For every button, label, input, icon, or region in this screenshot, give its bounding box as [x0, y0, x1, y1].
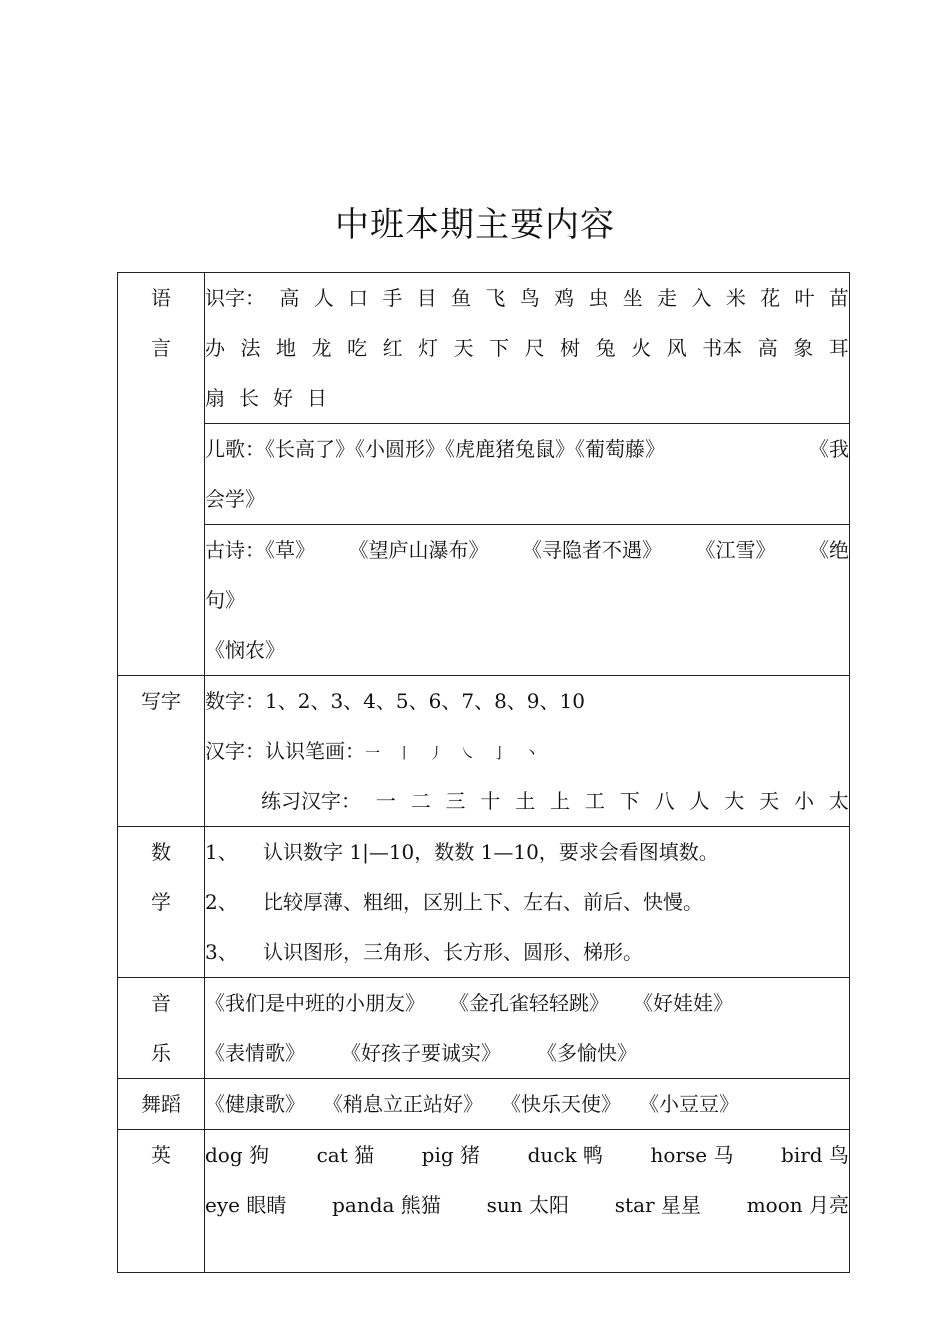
literacy-char: 灯 [418, 336, 439, 360]
literacy-char: 鸡 [554, 286, 575, 310]
literacy-char: 风 [666, 336, 687, 360]
category-english [118, 1130, 205, 1273]
literacy-char: 走 [657, 286, 678, 310]
english-cell [205, 1130, 850, 1273]
practice-char: 太 [828, 789, 849, 813]
strokes-list: 一 丨 丿 ㇏ 亅 丶 [365, 744, 545, 762]
music-cell [205, 978, 850, 1079]
poem-item: 《望庐山瀑布》 [348, 538, 489, 562]
category-char: 音 [151, 991, 171, 1015]
english-word: star 星星 [614, 1193, 701, 1217]
song-title: 《好娃娃》 [633, 991, 733, 1015]
item-text: 认识数字 1|—10，数数 1—10，要求会看图填数。 [263, 840, 719, 864]
dance-title: 《快乐天使》 [501, 1092, 621, 1116]
literacy-char: 目 [416, 286, 437, 310]
literacy-char: 手 [382, 286, 403, 310]
dance-title: 《小豆豆》 [639, 1092, 739, 1116]
songs-label: 儿歌： [205, 437, 265, 461]
writing-numbers: 数字：1、2、3、4、5、6、7、8、9、10 [205, 689, 585, 713]
literacy-char: 苗 [828, 286, 849, 310]
literacy-char: 鸟 [519, 286, 540, 310]
dance-row [205, 1079, 849, 1129]
practice-char: 八 [654, 789, 675, 813]
english-word: panda 熊猫 [332, 1193, 441, 1217]
category-char: 言 [151, 336, 171, 360]
item-number: 2、 [205, 890, 238, 914]
literacy-char: 火 [631, 336, 652, 360]
songs-row-1 [205, 424, 849, 474]
literacy-char: 坐 [622, 286, 643, 310]
category-music [118, 978, 205, 1079]
literacy-char: 树 [560, 336, 581, 360]
poems-label: 古诗： [205, 538, 265, 562]
content-table [117, 272, 850, 1273]
literacy-cell [205, 273, 850, 424]
practice-label: 练习汉字： [261, 789, 361, 813]
literacy-char: 花 [760, 286, 781, 310]
item-number: 1、 [205, 840, 238, 864]
poem-item: 《绝 [809, 538, 849, 562]
literacy-char: 好 [273, 386, 293, 410]
poems-row-1 [205, 525, 849, 575]
poems-row-2: 句》 [205, 588, 245, 612]
category-math [118, 827, 205, 978]
english-word: eye 眼睛 [205, 1193, 287, 1217]
literacy-char: 尺 [524, 336, 545, 360]
category-label: 写字 [141, 689, 181, 713]
writing-practice [205, 776, 849, 826]
song-title: 《我们是中班的小朋友》 [205, 991, 425, 1015]
practice-char: 二 [410, 789, 431, 813]
math-cell [205, 827, 850, 978]
writing-strokes [205, 726, 849, 776]
literacy-char: 兔 [595, 336, 616, 360]
song-title: 《表情歌》 [205, 1041, 305, 1065]
literacy-char: 吃 [347, 336, 368, 360]
writing-cell [205, 676, 850, 827]
poems-first [205, 525, 315, 575]
dance-title: 《健康歌》 [205, 1092, 305, 1116]
song-title: 《金孔雀轻轻跳》 [449, 991, 609, 1015]
category-writing [118, 676, 205, 827]
literacy-char: 书本 [702, 336, 743, 360]
practice-char: 小 [793, 789, 814, 813]
english-word: duck 鸭 [527, 1143, 603, 1167]
literacy-char: 耳 [828, 336, 849, 360]
literacy-char: 办 [205, 336, 225, 360]
dance-cell [205, 1079, 850, 1130]
song-title: 《多愉快》 [537, 1041, 637, 1065]
category-label: 舞蹈 [141, 1092, 181, 1116]
math-item [205, 927, 849, 977]
english-word: cat 猫 [316, 1143, 375, 1167]
practice-char: 十 [480, 789, 501, 813]
english-word: horse 马 [650, 1143, 734, 1167]
math-item [205, 827, 849, 877]
practice-char: 土 [515, 789, 536, 813]
literacy-char: 入 [691, 286, 712, 310]
english-word: bird 鸟 [781, 1143, 849, 1167]
category-char: 学 [151, 890, 171, 914]
songs-cell [205, 424, 850, 525]
category-char: 乐 [151, 1041, 171, 1065]
songs-row-2: 会学》 [205, 487, 265, 511]
item-number: 3、 [205, 940, 238, 964]
literacy-char: 象 [793, 336, 814, 360]
literacy-char: 高 [757, 336, 778, 360]
english-word: moon 月亮 [746, 1193, 849, 1217]
song-title: 《好孩子要诚实》 [341, 1041, 501, 1065]
practice-char: 人 [689, 789, 710, 813]
literacy-char: 虫 [588, 286, 609, 310]
page-title: 中班本期主要内容 [335, 205, 615, 245]
item-text: 比较厚薄、粗细，区别上下、左右、前后、快慢。 [263, 890, 703, 914]
english-word: sun 太阳 [486, 1193, 569, 1217]
literacy-char: 鱼 [451, 286, 472, 310]
literacy-char: 长 [239, 386, 259, 410]
literacy-char: 日 [307, 386, 327, 410]
strokes-label: 汉字：认识笔画： [205, 739, 365, 763]
practice-char: 三 [445, 789, 466, 813]
category-label: 英 [151, 1143, 171, 1167]
category-language [118, 273, 205, 676]
practice-char: 大 [724, 789, 745, 813]
item-text: 认识图形，三角形、长方形、圆形、梯形。 [263, 940, 643, 964]
music-row-2 [205, 1028, 849, 1078]
english-word: pig 猪 [421, 1143, 481, 1167]
math-item [205, 877, 849, 927]
literacy-char: 高 [279, 286, 300, 310]
poem-item: 《江雪》 [695, 538, 776, 562]
literacy-char: 扇 [205, 386, 225, 410]
poem-item: 《草》 [265, 538, 315, 562]
literacy-char: 法 [240, 336, 261, 360]
poems-row-3: 《悯农》 [205, 638, 285, 662]
practice-char: 下 [619, 789, 640, 813]
literacy-char: 下 [489, 336, 510, 360]
category-char: 数 [151, 840, 171, 864]
dance-title: 《稍息立正站好》 [323, 1092, 483, 1116]
songs-list: 《长高了》《小圆形》《虎鹿猪兔鼠》《葡萄藤》 [265, 437, 665, 461]
songs-text [205, 424, 665, 474]
literacy-char: 叶 [794, 286, 815, 310]
literacy-char: 天 [453, 336, 474, 360]
literacy-row-3 [205, 373, 849, 423]
practice-char: 天 [759, 789, 780, 813]
category-dance [118, 1079, 205, 1130]
english-word: dog 狗 [205, 1143, 270, 1167]
practice-char: 上 [550, 789, 571, 813]
practice-char: 一 [375, 789, 396, 813]
literacy-char: 飞 [485, 286, 506, 310]
poem-item: 《寻隐者不遇》 [522, 538, 662, 562]
literacy-char: 龙 [311, 336, 332, 360]
literacy-char: 红 [382, 336, 403, 360]
category-char: 语 [151, 286, 171, 310]
literacy-label: 识字： [205, 286, 265, 310]
literacy-char: 人 [313, 286, 334, 310]
literacy-char: 地 [276, 336, 297, 360]
songs-item: 《我 [809, 437, 849, 461]
literacy-row-2 [205, 323, 849, 373]
poems-cell [205, 525, 850, 676]
english-row-1 [205, 1130, 849, 1180]
literacy-row-1 [205, 273, 849, 323]
practice-char: 工 [584, 789, 605, 813]
english-row-2 [205, 1180, 849, 1230]
literacy-char: 口 [348, 286, 369, 310]
literacy-char: 米 [725, 286, 746, 310]
music-row-1 [205, 978, 849, 1028]
